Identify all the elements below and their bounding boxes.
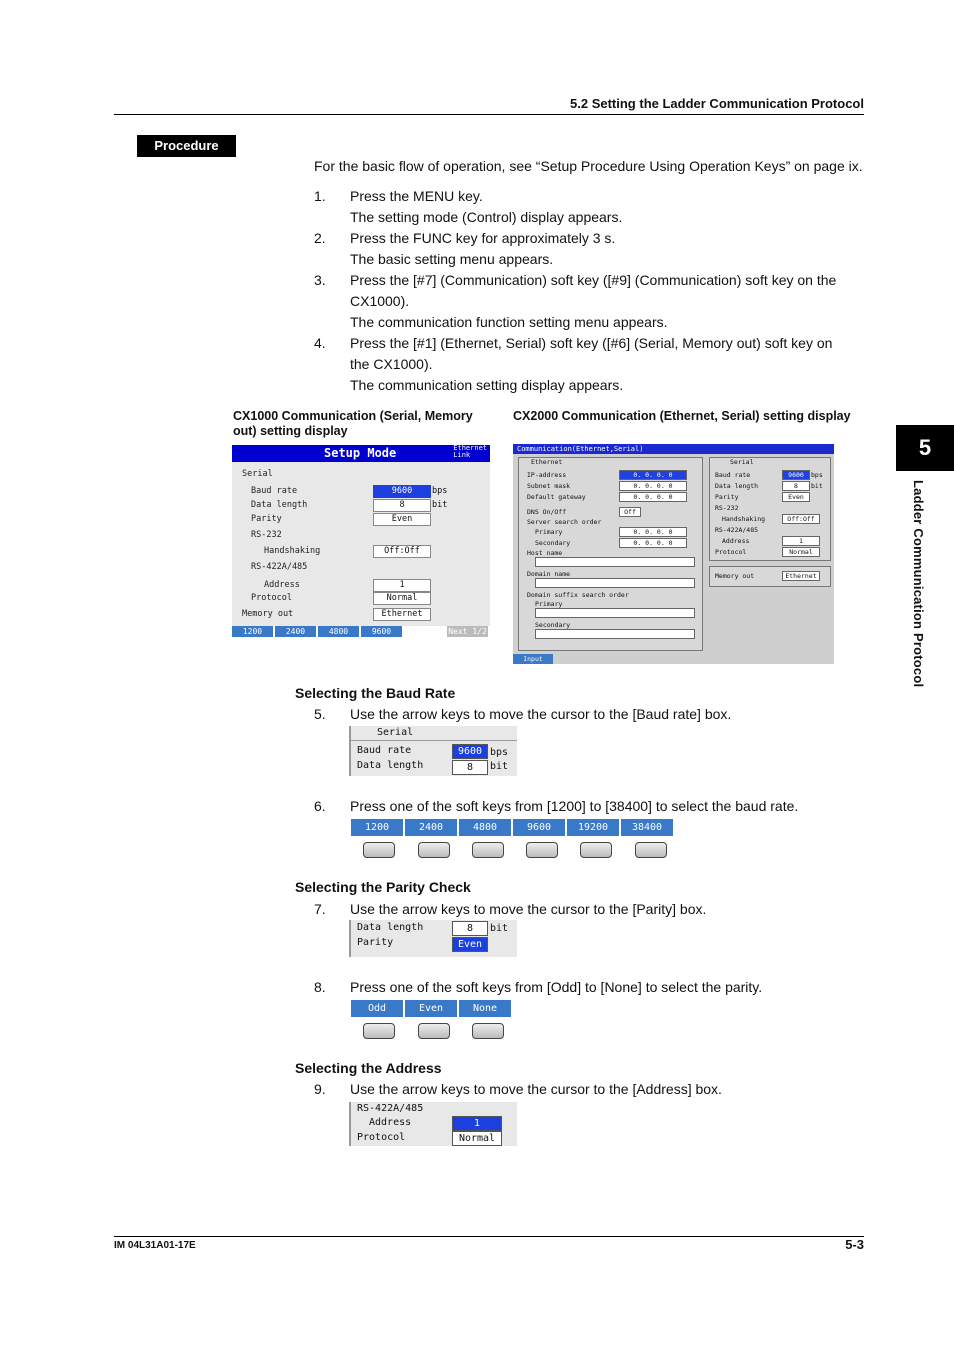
step-6-text: Press one of the soft keys from [1200] to [38400] to select the baud rate.	[350, 798, 799, 814]
step-line: the CX1000).	[350, 356, 433, 372]
baud-rate-snippet	[349, 726, 517, 776]
step-2	[314, 230, 874, 272]
input-softkey[interactable]: Input	[513, 654, 553, 664]
parity-field[interactable]: Even	[452, 937, 488, 952]
baud-rate-field[interactable]: 9600	[452, 744, 488, 759]
screen-title-bar: Communication(Ethernet,Serial)	[513, 444, 834, 454]
caption-line: CX1000 Communication (Serial, Memory	[233, 409, 473, 423]
step-5-text: Use the arrow keys to move the cursor to the [Baud rate] box.	[350, 706, 732, 722]
parity-field[interactable]: Even	[782, 492, 810, 502]
unit-bps: bps	[432, 486, 448, 496]
caption-cx1000	[233, 409, 473, 439]
ethernet-panel	[518, 457, 703, 651]
serial-heading: Serial	[730, 458, 754, 466]
step-8-text: Press one of the soft keys from [Odd] to [None] to select the parity.	[350, 979, 763, 995]
softkey-4800[interactable]: 4800	[318, 626, 359, 637]
subnet-field[interactable]: 0. 0. 0. 0	[619, 481, 687, 491]
caption-cx2000: CX2000 Communication (Ethernet, Serial) setting display	[513, 409, 851, 423]
address-field[interactable]: 1	[452, 1116, 502, 1131]
label-handshaking: Handshaking	[264, 546, 321, 556]
softkey-2400[interactable]: 2400	[405, 819, 457, 836]
hardware-soft-key[interactable]	[472, 1023, 504, 1039]
protocol-field[interactable]: Normal	[782, 547, 820, 557]
label-protocol: Protocol	[357, 1132, 406, 1143]
label-handshaking: Handshaking	[722, 515, 766, 523]
softkey-2400[interactable]: 2400	[275, 626, 316, 637]
step-line: The setting mode (Control) display appears.	[350, 209, 623, 225]
cx1000-screen	[232, 445, 490, 637]
label-data-length: Data length	[357, 760, 424, 771]
hardware-soft-key[interactable]	[472, 842, 504, 858]
label-suffix-secondary: Secondary	[535, 621, 571, 629]
chapter-tab: 5	[896, 425, 954, 471]
ip-field[interactable]: 0. 0. 0. 0	[619, 470, 687, 480]
screen-title-bar	[232, 445, 490, 462]
step-line: Press the MENU key.	[350, 188, 483, 204]
unit-bit: bit	[490, 761, 509, 772]
label-host-name: Host name	[527, 549, 563, 557]
hardware-soft-key[interactable]	[418, 842, 450, 858]
label-ip: IP-address	[527, 471, 567, 479]
label-primary: Primary	[535, 528, 563, 536]
handshaking-field[interactable]: Off:Off	[373, 545, 431, 558]
label-memory-out: Memory out	[715, 572, 755, 580]
address-field[interactable]: 1	[782, 536, 820, 546]
softkey-1200[interactable]: 1200	[351, 819, 403, 836]
label-parity: Parity	[357, 937, 394, 948]
step-number: 9.	[314, 1081, 326, 1097]
step-number: 4.	[314, 335, 326, 351]
label-gateway: Default gateway	[527, 493, 586, 501]
address-snippet	[349, 1102, 517, 1146]
screen-title: Setup Mode	[324, 446, 397, 460]
label-parity: Parity	[715, 493, 739, 501]
protocol-field[interactable]: Normal	[373, 592, 431, 605]
data-length-field[interactable]: 8	[452, 760, 488, 775]
label-domain-name: Domain name	[527, 570, 571, 578]
softkey-next[interactable]: Next 1/2	[448, 627, 487, 636]
step-number: 2.	[314, 230, 326, 246]
heading-address: Selecting the Address	[295, 1060, 442, 1076]
softkey-odd[interactable]: Odd	[351, 1000, 403, 1017]
secondary-dns-field[interactable]: 0. 0. 0. 0	[619, 538, 687, 548]
softkey-even[interactable]: Even	[405, 1000, 457, 1017]
unit-bit: bit	[811, 482, 823, 490]
unit-bps: bps	[811, 471, 823, 479]
handshaking-field[interactable]: Off:Off	[782, 514, 820, 524]
label-rs232: RS-232	[715, 504, 739, 512]
softkey-19200[interactable]: 19200	[567, 819, 619, 836]
step-line: Press the [#1] (Ethernet, Serial) soft key ([#6] (Serial, Memory out) soft key on	[350, 335, 833, 351]
primary-dns-field[interactable]: 0. 0. 0. 0	[619, 527, 687, 537]
step-line: CX1000).	[350, 293, 410, 309]
step-line: The basic setting menu appears.	[350, 251, 554, 267]
gateway-field[interactable]: 0. 0. 0. 0	[619, 492, 687, 502]
label-protocol: Protocol	[251, 593, 292, 603]
memory-out-field[interactable]: Ethernet	[782, 571, 820, 581]
step-number: 8.	[314, 979, 326, 995]
hardware-soft-key[interactable]	[635, 842, 667, 858]
label-rs232: RS-232	[251, 530, 282, 540]
steps-list	[314, 188, 874, 398]
label-address: Address	[369, 1117, 412, 1128]
label-baud-rate: Baud rate	[251, 486, 298, 496]
step-number: 6.	[314, 798, 326, 814]
label-suffix-primary: Primary	[535, 600, 563, 608]
label-rs422: RS-422A/485	[715, 526, 759, 534]
softkey-empty	[404, 626, 445, 637]
label-rs422: RS-422A/485	[251, 562, 308, 572]
serial-panel	[709, 457, 831, 561]
baud-rate-field[interactable]: 9600	[373, 485, 431, 498]
label-serial: Serial	[377, 727, 414, 738]
data-length-field[interactable]: 8	[373, 499, 431, 512]
step-number: 3.	[314, 272, 326, 288]
address-field[interactable]: 1	[373, 579, 431, 592]
suffix-secondary-field[interactable]	[535, 629, 695, 639]
label-secondary: Secondary	[535, 539, 571, 547]
hardware-soft-key[interactable]	[363, 1023, 395, 1039]
label-domain-suffix: Domain suffix search order	[527, 591, 629, 599]
domain-name-field[interactable]	[535, 578, 695, 588]
step-4	[314, 335, 874, 398]
suffix-primary-field[interactable]	[535, 608, 695, 618]
label-address: Address	[264, 580, 300, 590]
step-number: 5.	[314, 706, 326, 722]
step-line: The communication function setting menu appears.	[350, 314, 668, 330]
unit-bit: bit	[432, 500, 448, 510]
hardware-soft-key[interactable]	[580, 842, 612, 858]
data-length-field[interactable]: 8	[782, 481, 810, 491]
memory-out-panel	[709, 566, 831, 587]
label-baud-rate: Baud rate	[357, 745, 412, 756]
softkey-4800[interactable]: 4800	[459, 819, 511, 836]
ethernet-heading: Ethernet	[531, 458, 563, 466]
data-length-field[interactable]: 8	[452, 921, 488, 936]
unit-bit: bit	[490, 923, 509, 934]
label-rs422: RS-422A/485	[357, 1103, 424, 1114]
baud-softkey-bar	[351, 819, 675, 836]
softkey-9600[interactable]: 9600	[361, 626, 402, 637]
label-serial: Serial	[242, 469, 273, 479]
dns-field[interactable]: Off	[619, 507, 641, 517]
soft-key-bar	[232, 626, 490, 637]
label-server-search: Server search order	[527, 518, 602, 526]
label-data-length: Data length	[251, 500, 308, 510]
step-9-text: Use the arrow keys to move the cursor to the [Address] box.	[350, 1081, 722, 1097]
step-number: 1.	[314, 188, 326, 204]
divider	[351, 740, 517, 741]
unit-bps: bps	[490, 747, 509, 758]
cx2000-screen	[513, 444, 834, 664]
label-address: Address	[722, 537, 750, 545]
softkey-38400[interactable]: 38400	[621, 819, 673, 836]
step-line: Press the [#7] (Communication) soft key ([#9] (Communication) soft key on the	[350, 272, 837, 288]
hardware-soft-key[interactable]	[526, 842, 558, 858]
softkey-9600[interactable]: 9600	[513, 819, 565, 836]
caption-line: out) setting display	[233, 424, 348, 438]
label-protocol: Protocol	[715, 548, 747, 556]
chapter-side-title: Ladder Communication Protocol	[911, 480, 926, 688]
doc-id: IM 04L31A01-17E	[114, 1240, 196, 1251]
intro-text: For the basic flow of operation, see “Setup Procedure Using Operation Keys” on page ix.	[314, 158, 863, 174]
label-memory-out: Memory out	[242, 609, 294, 619]
hardware-soft-key[interactable]	[363, 842, 395, 858]
label-data-length: Data length	[715, 482, 759, 490]
label-dns: DNS On/Off	[527, 508, 567, 516]
running-header: 5.2 Setting the Ladder Communication Protocol	[570, 96, 864, 111]
step-number: 7.	[314, 901, 326, 917]
heading-baud-rate: Selecting the Baud Rate	[295, 685, 456, 701]
header-rule	[114, 114, 864, 115]
label-parity: Parity	[251, 514, 282, 524]
softkey-1200[interactable]: 1200	[232, 626, 273, 637]
label-data-length: Data length	[357, 922, 424, 933]
step-7-text: Use the arrow keys to move the cursor to the [Parity] box.	[350, 901, 707, 917]
label-baud: Baud rate	[715, 471, 751, 479]
step-line: Press the FUNC key for approximately 3 s.	[350, 230, 616, 246]
parity-snippet	[349, 920, 517, 957]
procedure-tag: Procedure	[137, 135, 236, 157]
parity-field[interactable]: Even	[373, 513, 431, 526]
step-3	[314, 272, 874, 335]
ethernet-link-badge: Ethernet Link	[453, 444, 487, 459]
host-name-field[interactable]	[535, 557, 695, 567]
label-subnet: Subnet mask	[527, 482, 571, 490]
hardware-soft-key[interactable]	[418, 1023, 450, 1039]
baud-field[interactable]: 9600	[782, 470, 810, 480]
page-number: 5-3	[845, 1237, 864, 1252]
footer-rule	[114, 1236, 864, 1237]
heading-parity: Selecting the Parity Check	[295, 879, 471, 895]
parity-softkey-bar	[351, 1000, 513, 1017]
step-1	[314, 188, 874, 230]
protocol-field[interactable]: Normal	[452, 1131, 502, 1146]
step-line: The communication setting display appears.	[350, 377, 624, 393]
softkey-none[interactable]: None	[459, 1000, 511, 1017]
memory-out-field[interactable]: Ethernet	[373, 608, 431, 621]
